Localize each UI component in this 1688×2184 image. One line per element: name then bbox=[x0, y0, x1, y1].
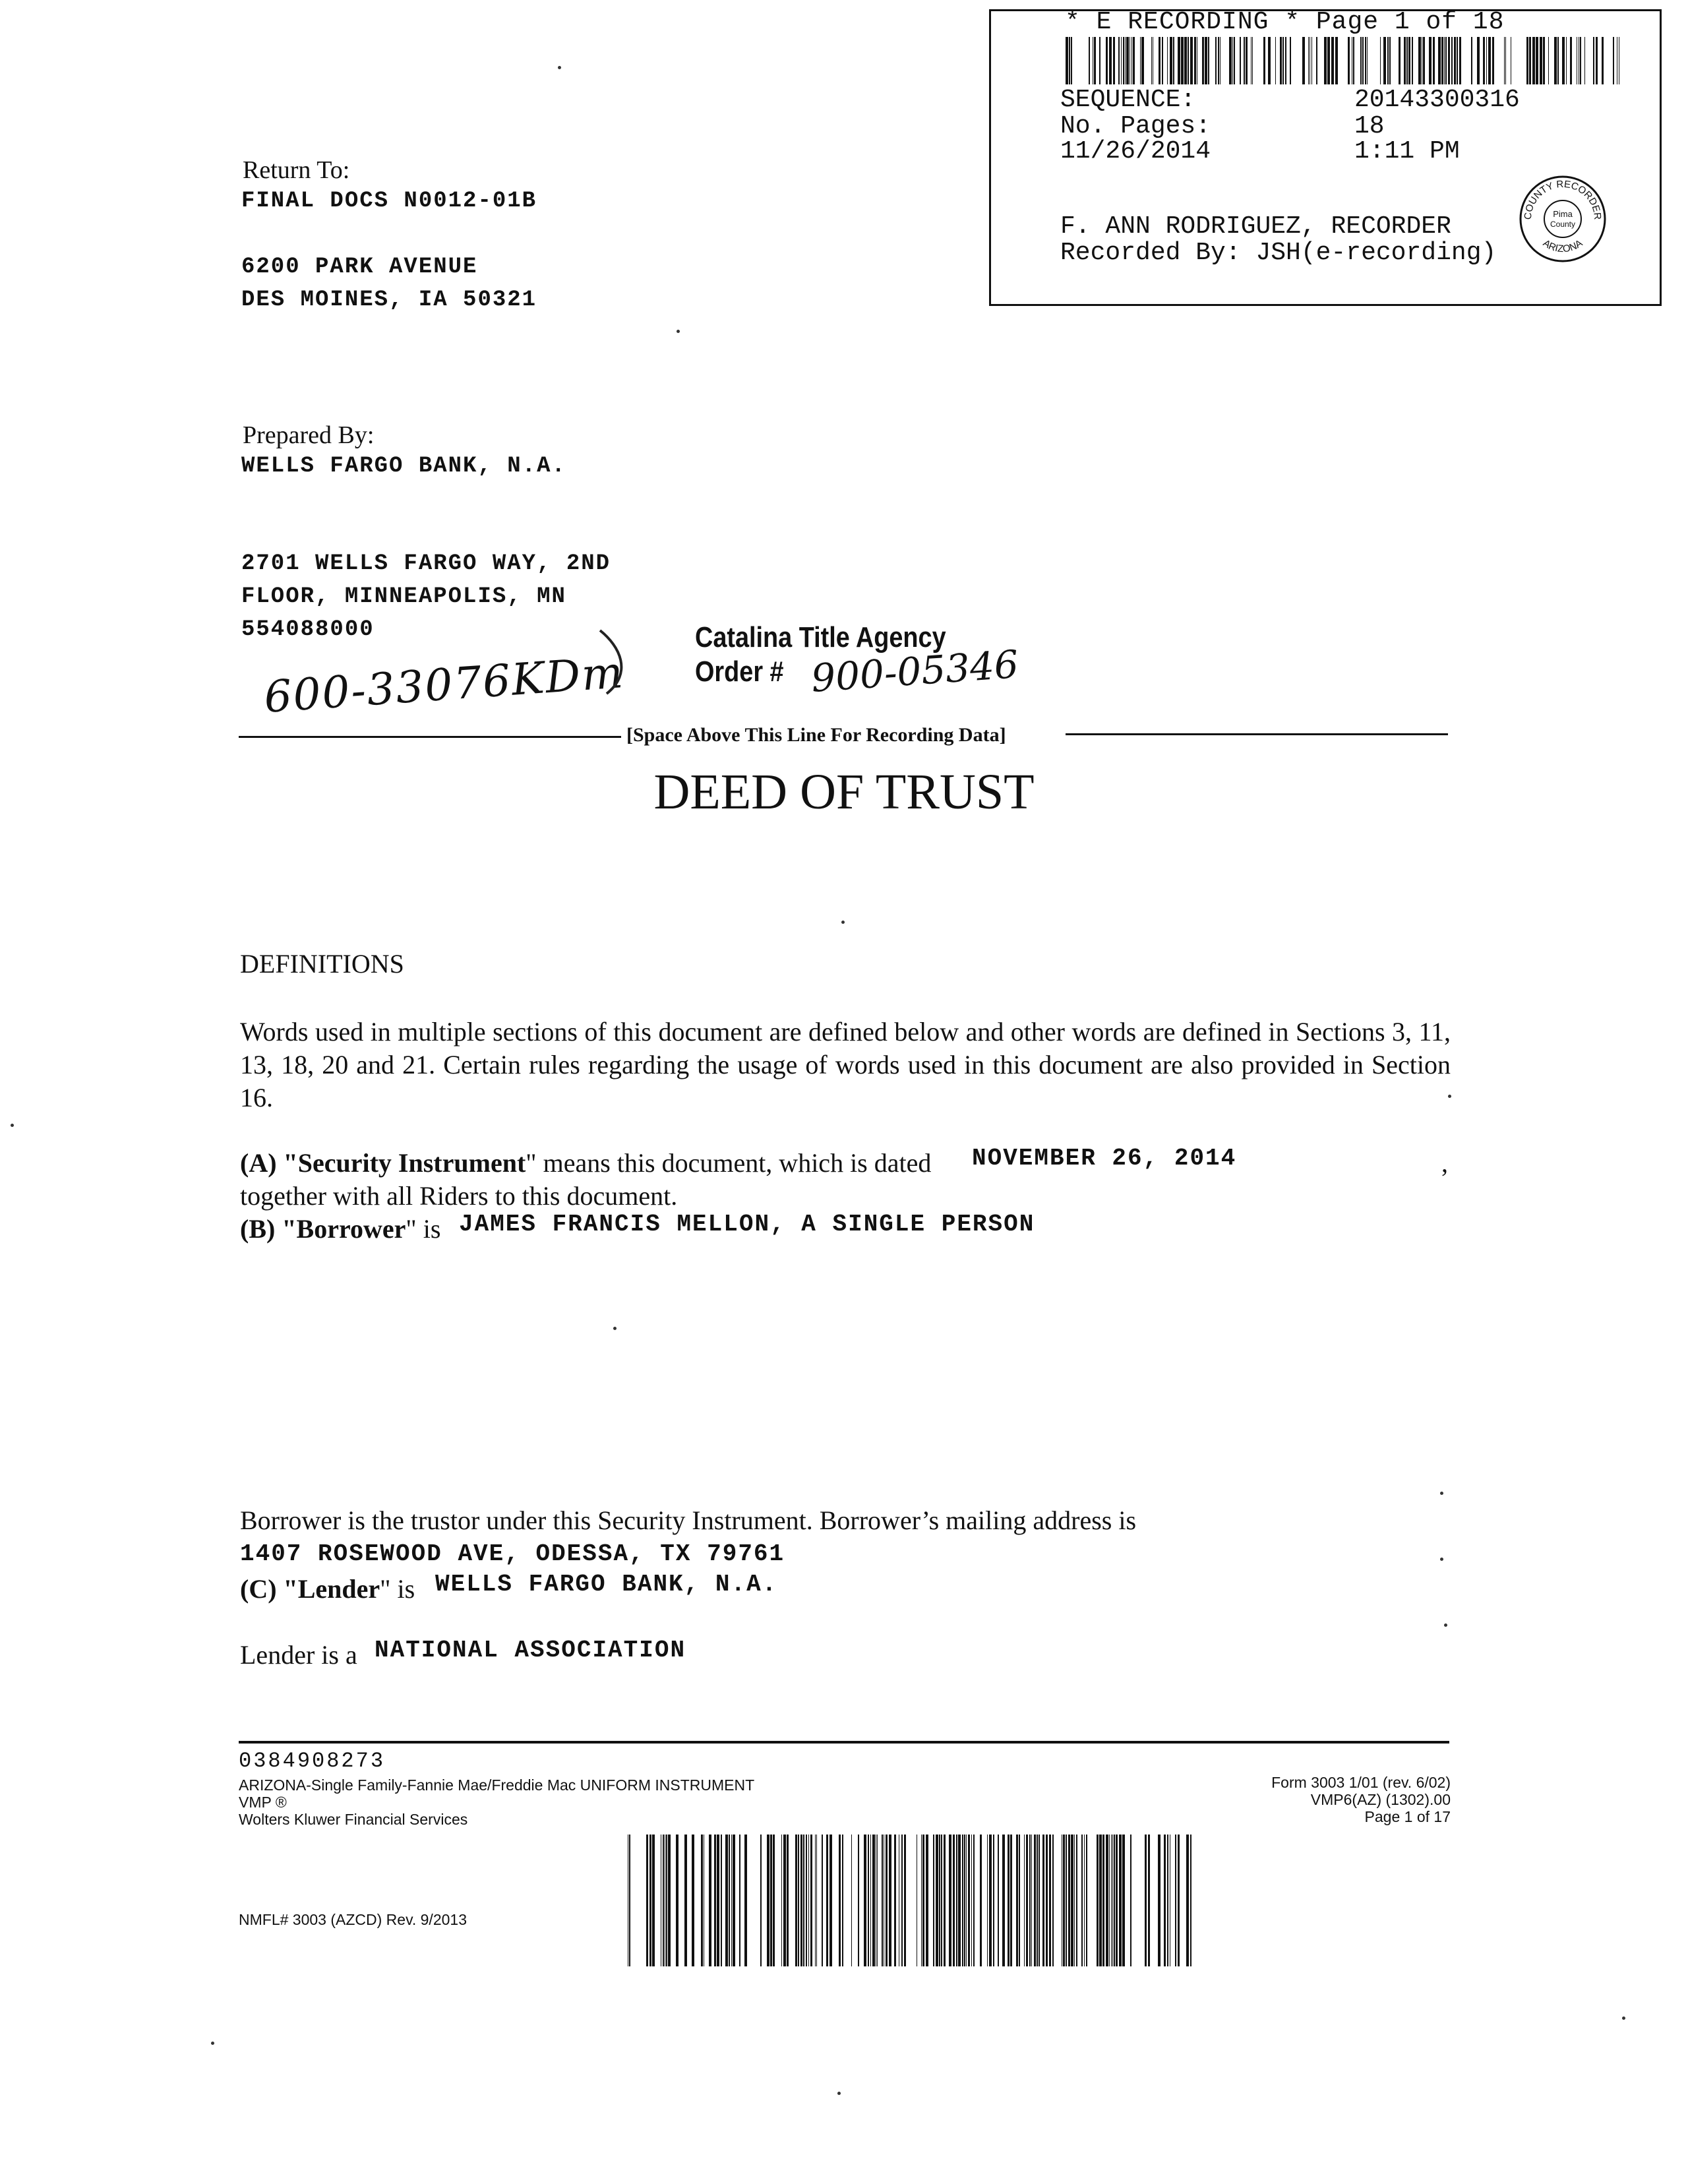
definition-c bbox=[240, 1573, 415, 1604]
scan-speck bbox=[558, 66, 561, 69]
security-instrument-date: NOVEMBER 26, 2014 bbox=[972, 1145, 1237, 1172]
seal-bottom-text: ARIZONA bbox=[1540, 237, 1585, 255]
lender-type: NATIONAL ASSOCIATION bbox=[375, 1637, 686, 1664]
seal-center-2: County bbox=[1550, 220, 1576, 229]
recording-barcode bbox=[1066, 37, 1619, 84]
scan-speck bbox=[1440, 1558, 1443, 1561]
footer-vmp-code: VMP6(AZ) (1302).00 bbox=[1310, 1791, 1451, 1808]
sequence-label: SEQUENCE: bbox=[1060, 86, 1196, 114]
sequence-value: 20143300316 bbox=[1354, 86, 1520, 114]
footer-publisher-line: Wolters Kluwer Financial Services bbox=[239, 1811, 468, 1828]
definition-a-comma: , bbox=[1441, 1148, 1448, 1178]
footer-page-number: Page 1 of 17 bbox=[1364, 1808, 1451, 1825]
recorded-by: Recorded By: JSH(e-recording) bbox=[1060, 239, 1497, 267]
return-to-line-3: DES MOINES, IA 50321 bbox=[241, 288, 537, 313]
definition-a-text: " means this document, which is dated bbox=[526, 1148, 932, 1178]
footer-form-number: Form 3003 1/01 (rev. 6/02) bbox=[1271, 1774, 1451, 1791]
seal-center-1: Pima bbox=[1553, 209, 1573, 219]
recording-data-rule-left bbox=[239, 736, 621, 738]
scan-speck bbox=[837, 2092, 841, 2095]
recording-header: * E RECORDING * Page 1 of 18 bbox=[1065, 8, 1505, 36]
document-title: DEED OF TRUST bbox=[653, 764, 1035, 820]
borrower-mailing-address: 1407 ROSEWOOD AVE, ODESSA, TX 79761 bbox=[240, 1540, 785, 1567]
pages-value: 18 bbox=[1354, 112, 1385, 140]
seal-top-text: COUNTY RECORDER bbox=[1522, 178, 1604, 220]
definition-c-text: " is bbox=[380, 1574, 415, 1604]
definition-a bbox=[240, 1147, 931, 1178]
prepared-by-line-3: FLOOR, MINNEAPOLIS, MN bbox=[241, 584, 566, 609]
handwritten-bracket-icon bbox=[580, 626, 640, 699]
definition-b-term: Borrower bbox=[296, 1214, 406, 1244]
definition-b-prefix: (B) " bbox=[240, 1214, 297, 1244]
footer-barcode bbox=[625, 1835, 1192, 1966]
scan-speck bbox=[11, 1124, 14, 1127]
definition-c-prefix: (C) " bbox=[240, 1574, 298, 1604]
loan-number: 0384908273 bbox=[239, 1749, 386, 1773]
scan-speck bbox=[677, 330, 680, 333]
lender-name: WELLS FARGO BANK, N.A. bbox=[435, 1571, 778, 1598]
recording-date: 11/26/2014 bbox=[1060, 137, 1211, 166]
nmfl-form-code: NMFL# 3003 (AZCD) Rev. 9/2013 bbox=[239, 1911, 467, 1928]
definition-a-continuation: together with all Riders to this document. bbox=[240, 1181, 678, 1211]
definition-b-text: " is bbox=[406, 1214, 441, 1244]
scan-speck bbox=[1440, 1492, 1443, 1495]
scan-speck bbox=[841, 921, 845, 924]
return-to-label: Return To: bbox=[243, 156, 350, 184]
definition-c-term: Lender bbox=[297, 1574, 380, 1604]
lender-is-label: Lender is a bbox=[240, 1640, 357, 1670]
space-above-note: [Space Above This Line For Recording Data] bbox=[626, 724, 1006, 746]
county-seal-icon bbox=[1517, 173, 1609, 265]
return-to-line-2: 6200 PARK AVENUE bbox=[241, 255, 478, 280]
prepared-by-line-4: 554088000 bbox=[241, 617, 375, 642]
return-to-line-1: FINAL DOCS N0012-01B bbox=[241, 189, 537, 214]
scan-speck bbox=[211, 2042, 214, 2045]
footer-rule bbox=[239, 1741, 1449, 1744]
footer-instrument-line: ARIZONA-Single Family-Fannie Mae/Freddie Mac UNIFORM INSTRUMENT bbox=[239, 1776, 755, 1794]
footer-vmp-line: VMP ® bbox=[239, 1794, 287, 1811]
handwritten-reference: 600-33076KDm bbox=[262, 647, 626, 723]
title-agency-name: Catalina Title Agency bbox=[695, 621, 946, 653]
order-label: Order # bbox=[695, 655, 784, 688]
recording-time: 1:11 PM bbox=[1354, 137, 1460, 166]
definition-b bbox=[240, 1213, 440, 1244]
definitions-heading: DEFINITIONS bbox=[240, 949, 404, 979]
trustor-statement: Borrower is the trustor under this Security Instrument. Borrower’s mailing address is bbox=[240, 1505, 1137, 1535]
pages-label: No. Pages: bbox=[1060, 112, 1211, 140]
scan-speck bbox=[1622, 2017, 1625, 2020]
borrower-name: JAMES FRANCIS MELLON, A SINGLE PERSON bbox=[459, 1211, 1035, 1238]
recording-data-rule-right bbox=[1066, 733, 1448, 735]
scan-speck bbox=[1448, 1095, 1451, 1098]
definitions-intro: Words used in multiple sections of this document are defined below and other words are defined in Sections 3, 11, 13, 18, 20 and 21. Certain rules regarding the usage of words used in this document are also provided in Section 16. bbox=[240, 1017, 1451, 1112]
prepared-by-label: Prepared By: bbox=[243, 421, 375, 449]
scan-speck bbox=[613, 1327, 617, 1330]
order-number: 900-05346 bbox=[810, 642, 1020, 701]
prepared-by-line-2: 2701 WELLS FARGO WAY, 2ND bbox=[241, 551, 611, 576]
scan-speck bbox=[1444, 1623, 1447, 1627]
definition-a-term: Security Instrument bbox=[297, 1148, 526, 1178]
recorder-name: F. ANN RODRIGUEZ, RECORDER bbox=[1060, 212, 1451, 241]
prepared-by-line-1: WELLS FARGO BANK, N.A. bbox=[241, 454, 566, 479]
definition-a-prefix: (A) " bbox=[240, 1148, 298, 1178]
